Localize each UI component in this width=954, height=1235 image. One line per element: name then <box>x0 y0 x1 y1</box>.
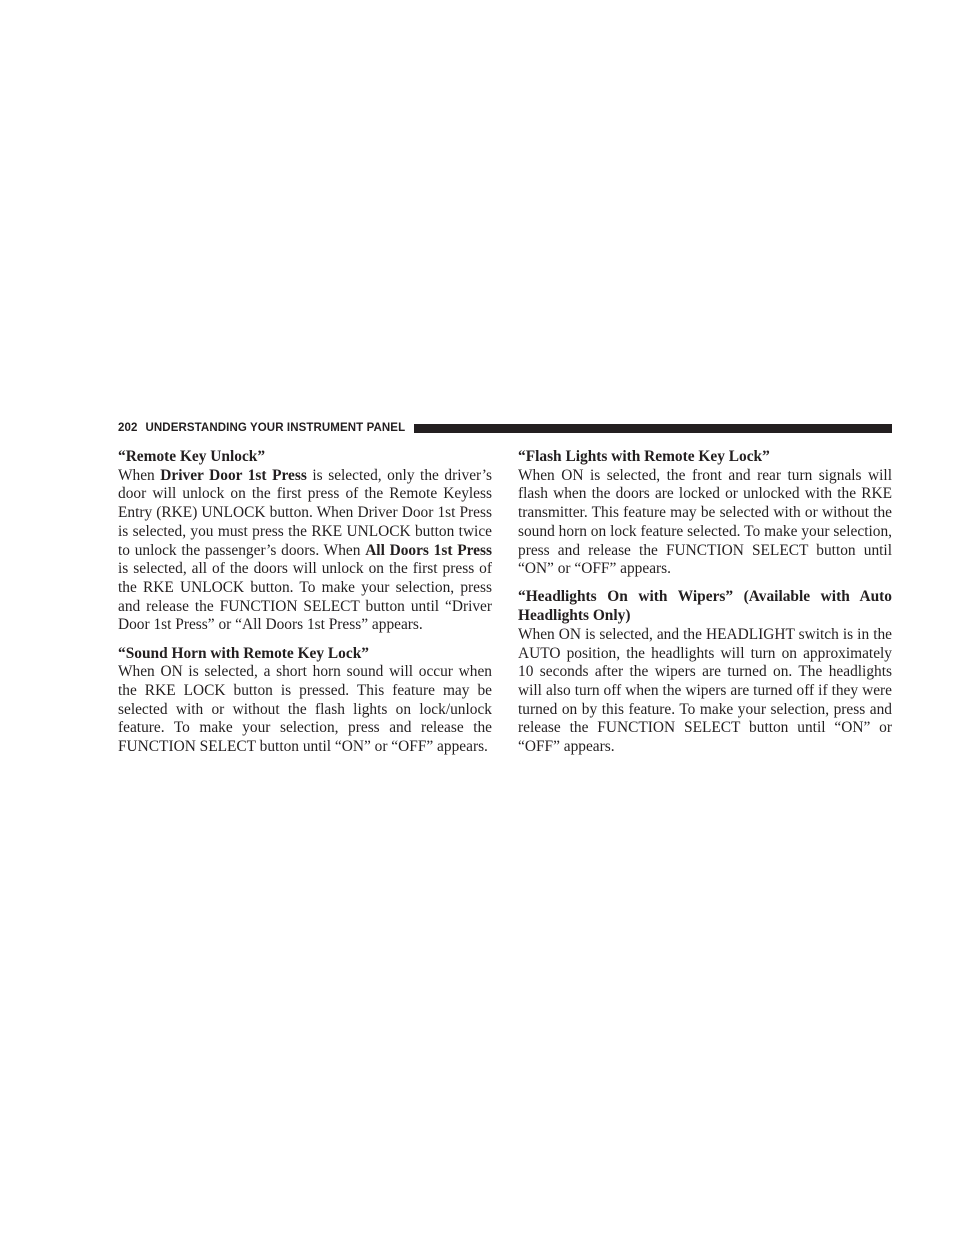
section-heading: “Remote Key Unlock” <box>118 448 266 465</box>
section-body: When ON is selected, and the HEADLIGHT switch is in the AUTO position, the headlights will turn on approximately 10 seconds after the wipers are turned on. The headlights will also turn off when the wipers are turned off if they were turned on by this feature. To make your selection, press and release the FUNCTION SELECT button until “ON” or “OFF” appears. <box>518 625 892 756</box>
page-header <box>118 420 892 436</box>
page-number: 202 <box>118 422 138 434</box>
section-heading: “Flash Lights with Remote Key Lock” <box>518 448 770 465</box>
running-title: UNDERSTANDING YOUR INSTRUMENT PANEL <box>145 422 406 434</box>
section-sound-horn <box>118 645 492 757</box>
section-remote-key-unlock <box>118 448 492 635</box>
left-column <box>118 448 492 766</box>
body-text: When <box>118 466 161 484</box>
bold-term: Driver Door 1st Press <box>160 466 307 484</box>
body-text: is selected, only the driver’s door will unlock on the first press of the Remote Keyless Entry (RKE) UNLOCK button. When Driver Door 1st Press is selected, you must press the RKE UNLOCK button twice to unlock the passenger’s doors. When <box>118 466 492 559</box>
right-column <box>518 448 892 766</box>
section-body: When ON is selected, a short horn sound will occur when the RKE LOCK button is pressed. This feature may be selected with or without the flash lights on lock/unlock feature. To make your selection, press and release the FUNCTION SELECT button until “ON” or “OFF” appears. <box>118 663 492 756</box>
body-text: is selected, all of the doors will unlock on the first press of the RKE UNLOCK button. To make your selection, press and release the FUNCTION SELECT button until “Driver Door 1st Press” or “All Doors 1st Press” appears. <box>118 560 492 634</box>
section-flash-lights <box>518 448 892 579</box>
bold-term: All Doors 1st Press <box>365 541 492 559</box>
section-body <box>118 467 492 635</box>
section-headlights-wipers <box>518 588 892 756</box>
section-heading: “Sound Horn with Remote Key Lock” <box>118 644 369 662</box>
header-rule <box>414 424 892 433</box>
section-heading: “Headlights On with Wipers” (Available with Auto Headlights Only) <box>518 588 892 625</box>
section-body: When ON is selected, the front and rear turn signals will flash when the doors are locked or unlocked with the RKE transmitter. This feature may be selected with or without the sound horn on lock feature selected. To make your selection, press and release the FUNCTION SELECT button until “ON” or “OFF” appears. <box>518 466 892 578</box>
